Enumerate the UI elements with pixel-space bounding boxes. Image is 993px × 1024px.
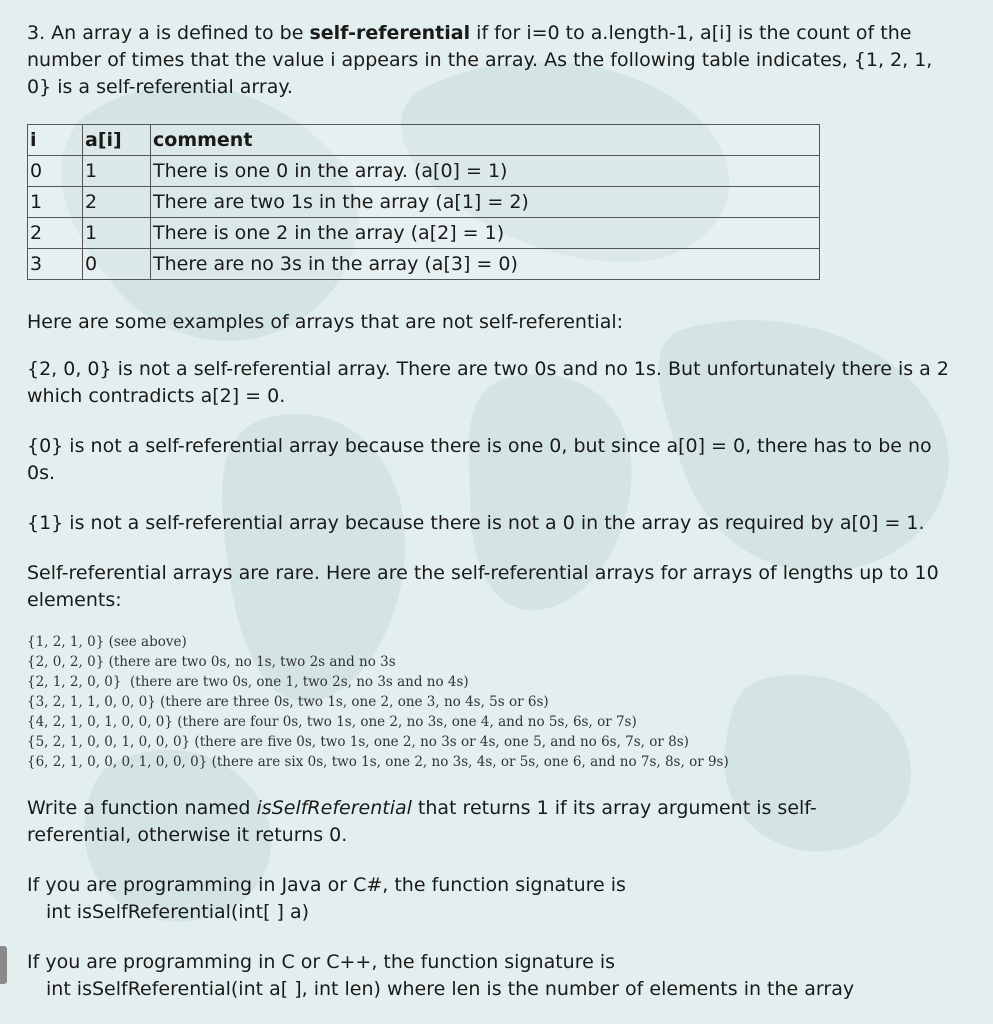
cell-comment: There are no 3s in the array (a[3] = 0)	[151, 249, 820, 280]
cell-i: 3	[28, 249, 83, 280]
task-lead: Write a function named	[27, 797, 257, 819]
code-line: {4, 2, 1, 0, 1, 0, 0, 0} (there are four 0s, two 1s, one 2, no 3s, one 4, and no 5s, 6s, or 7s)	[27, 714, 637, 730]
cell-comment: There are two 1s in the array (a[1] = 2)	[151, 187, 820, 218]
header-i: i	[28, 125, 83, 156]
table-row	[28, 249, 820, 280]
cell-ai: 1	[83, 156, 151, 187]
example-table	[27, 124, 820, 280]
cell-ai: 0	[83, 249, 151, 280]
table-row	[28, 187, 820, 218]
cell-comment: There is one 2 in the array (a[2] = 1)	[151, 218, 820, 249]
code-line: {2, 0, 2, 0} (there are two 0s, no 1s, two 2s and no 3s	[27, 654, 396, 670]
counterexample-3: {1} is not a self-referential array because there is not a 0 in the array as required by a[0] = 1.	[27, 512, 925, 534]
left-edge-tab	[0, 946, 7, 984]
table-header-row	[28, 125, 820, 156]
task-rest: that returns 1 if its array argument is self-referential, otherwise it returns 0.	[27, 797, 817, 846]
cell-ai: 2	[83, 187, 151, 218]
cell-ai: 1	[83, 218, 151, 249]
c-signature	[27, 949, 962, 1003]
table-row	[28, 218, 820, 249]
c-signature-intro: If you are programming in C or C++, the function signature is	[27, 951, 615, 973]
cell-comment: There is one 0 in the array. (a[0] = 1)	[151, 156, 820, 187]
code-line: {2, 1, 2, 0, 0} (there are two 0s, one 1, two 2s, no 3s and no 4s)	[27, 674, 469, 690]
counterexamples-heading: Here are some examples of arrays that are not self-referential:	[27, 311, 624, 333]
cell-i: 1	[28, 187, 83, 218]
header-ai: a[i]	[83, 125, 151, 156]
rarity-note: Self-referential arrays are rare. Here are the self-referential arrays for arrays of lengths up to 10 elements:	[27, 562, 939, 611]
c-signature-code: int isSelfReferential(int a[ ], int len) where len is the number of elements in the array	[46, 978, 855, 1000]
java-signature	[27, 872, 962, 926]
counterexample-1: {2, 0, 0} is not a self-referential array. There are two 0s and no 1s. But unfortunately there is a 2 which contradicts a[2] = 0.	[27, 358, 949, 407]
code-line: {3, 2, 1, 1, 0, 0, 0} (there are three 0s, two 1s, one 2, one 3, no 4s, 5s or 6s)	[27, 694, 549, 710]
java-signature-intro: If you are programming in Java or C#, the function signature is	[27, 874, 626, 896]
intro-rest: if for i=0 to a.length-1, a[i] is the count of the number of times that the value i appears in the array. As the following table indicates, {1, 2, 1, 0} is a self-referential array.	[27, 22, 933, 98]
cell-i: 0	[28, 156, 83, 187]
code-line: {6, 2, 1, 0, 0, 0, 1, 0, 0, 0} (there are six 0s, two 1s, one 2, no 3s, 4s, or 5s, one 6, and no 7s, 8s, or 9s)	[27, 754, 729, 770]
function-name: isSelfReferential	[256, 797, 412, 819]
defined-term: self-referential	[309, 22, 471, 44]
java-signature-code: int isSelfReferential(int[ ] a)	[46, 901, 310, 923]
problem-statement	[27, 20, 957, 101]
task-statement	[27, 795, 877, 849]
cell-i: 2	[28, 218, 83, 249]
code-line: {5, 2, 1, 0, 0, 1, 0, 0, 0} (there are five 0s, two 1s, one 2, no 3s or 4s, one 5, and no 6s, 7s, or 8s)	[27, 734, 689, 750]
intro-lead: 3. An array a is defined to be	[27, 22, 310, 44]
code-line: {1, 2, 1, 0} (see above)	[27, 634, 187, 650]
self-referential-list	[27, 632, 962, 772]
header-comment: comment	[151, 125, 820, 156]
counterexample-2: {0} is not a self-referential array because there is one 0, but since a[0] = 0, there has to be no 0s.	[27, 435, 932, 484]
table-row	[28, 156, 820, 187]
